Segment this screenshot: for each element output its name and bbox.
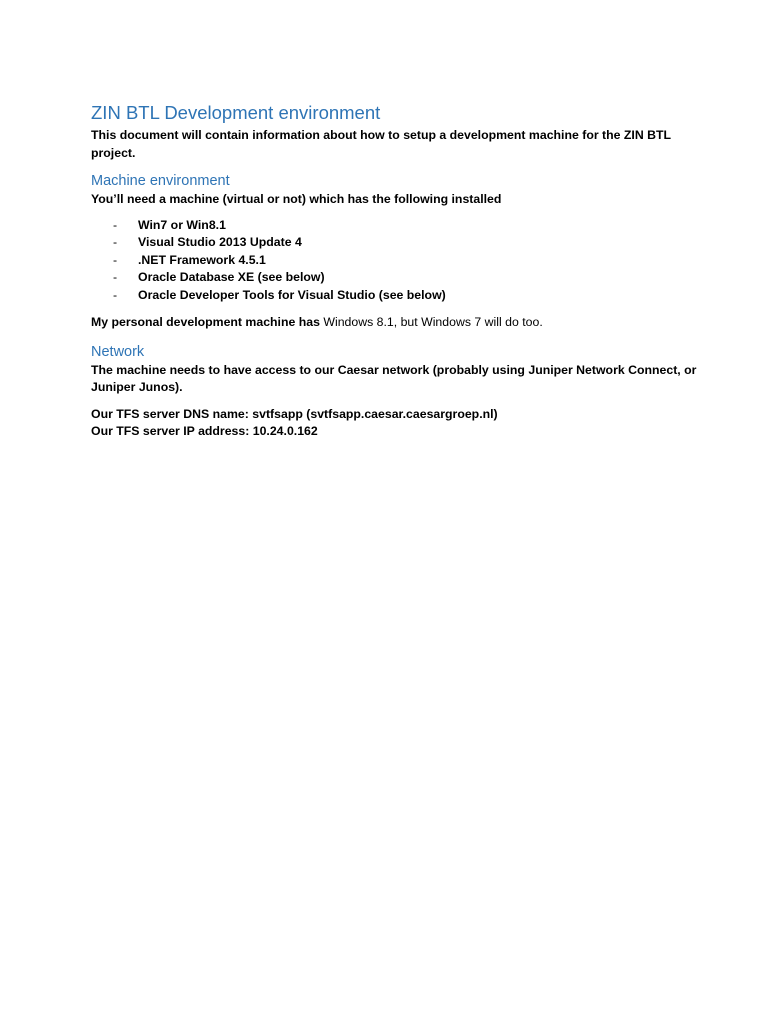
dash-bullet: - [113, 270, 118, 285]
dash-bullet: - [113, 287, 118, 302]
list-item [91, 287, 708, 305]
personal-machine-note: My personal development machine has Windows 8.1, but Windows 7 will do too. [91, 315, 543, 330]
tfs-dns-line: Our TFS server DNS name: svtfsapp (svtfsapp.caesar.caesargroep.nl) [91, 406, 498, 421]
network-paragraph: The machine needs to have access to our Caesar network (probably using Juniper Network Connect, or Juniper Junos). [91, 362, 697, 395]
dash-bullet: - [113, 235, 118, 250]
machine-environment-heading: Machine environment [91, 173, 230, 189]
list-item-text: Oracle Developer Tools for Visual Studio (see below) [138, 287, 446, 302]
list-item [91, 234, 708, 252]
list-item-text: Visual Studio 2013 Update 4 [138, 235, 302, 250]
document-title: ZIN BTL Development environment [91, 102, 381, 123]
list-item-text: Win7 or Win8.1 [138, 217, 226, 232]
intro-paragraph: This document will contain information about how to setup a development machine for the ZIN BTL project. [91, 128, 671, 160]
list-item [91, 269, 708, 287]
requirements-list [91, 217, 708, 305]
network-heading: Network [91, 343, 145, 360]
dash-bullet: - [113, 217, 118, 232]
list-item [91, 252, 708, 270]
list-item [91, 217, 708, 235]
list-item-text: Oracle Database XE (see below) [138, 270, 325, 285]
list-item-text: .NET Framework 4.5.1 [138, 252, 266, 267]
tfs-ip-line: Our TFS server IP address: 10.24.0.162 [91, 424, 318, 439]
machine-lead-text: You’ll need a machine (virtual or not) which has the following installed [91, 192, 502, 206]
dash-bullet: - [113, 252, 118, 267]
